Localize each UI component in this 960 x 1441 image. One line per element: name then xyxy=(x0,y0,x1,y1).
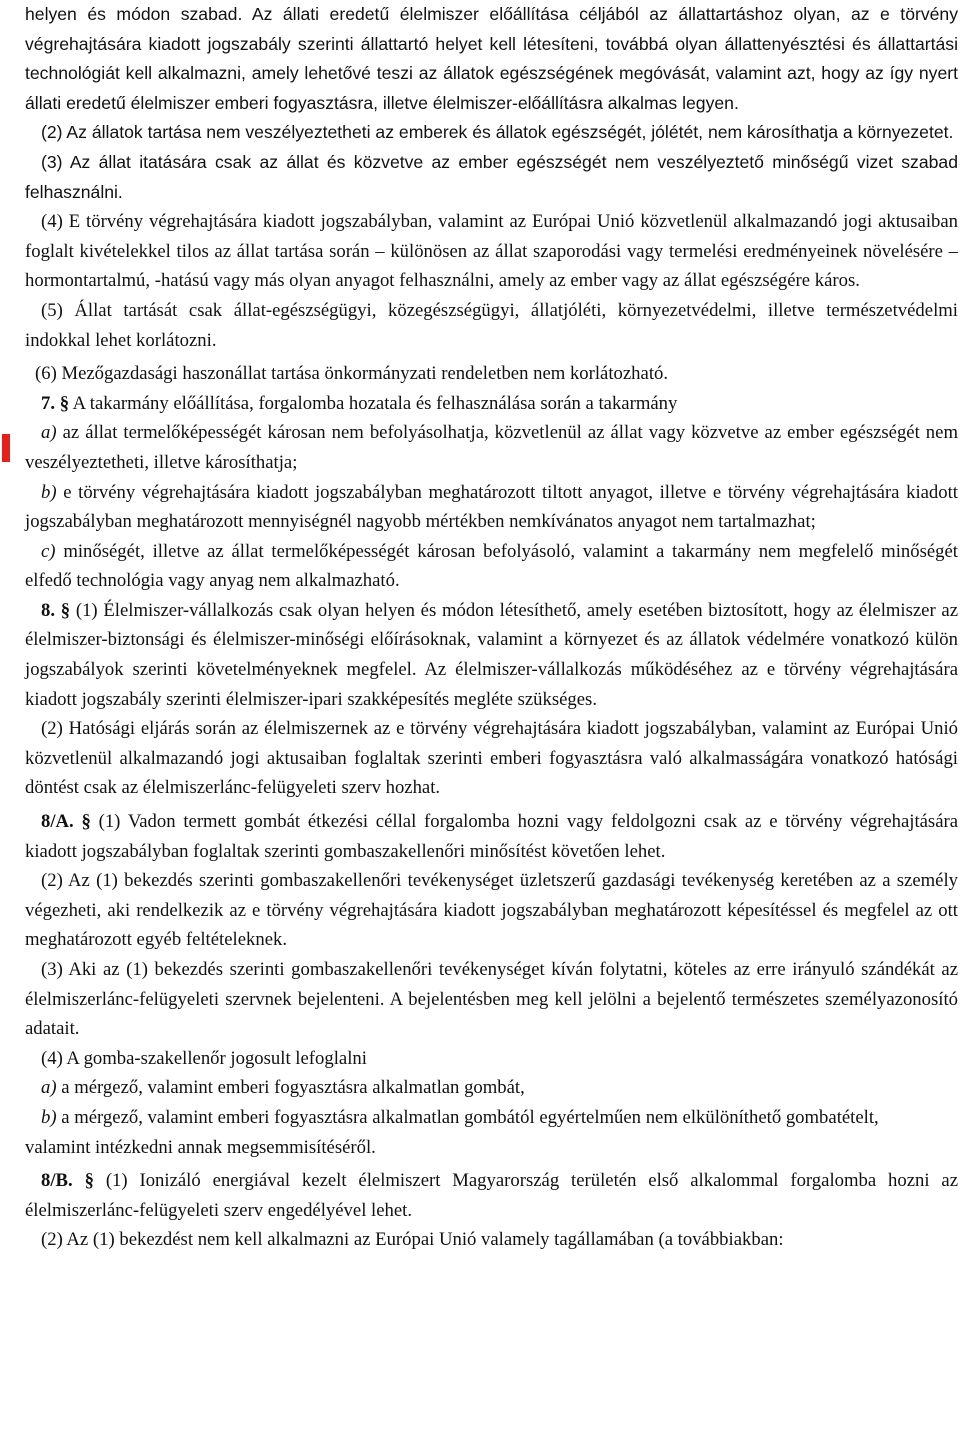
section-7-point-a xyxy=(25,418,958,477)
section-8-text: (1) Élelmiszer-vállalkozás csak olyan helyen és módon létesíthető, amely esetében biztosított, hogy az élelmiszer az élelmiszer-biztonsági és élelmiszer-minőségi előírásoknak, valamint a környezet és az állatok védelmére vonatkozó külön jogszabályok szerinti követelményeknek megfelel. Az élelmiszer-vállalkozás működéséhez az e törvény végrehajtására kiadott jogszabály szerinti élelmiszer-ipari szakképesítés megléte szükséges. xyxy=(25,599,959,710)
section-8a-mark: § xyxy=(81,811,91,833)
paragraph-continuation: helyen és módon szabad. Az állati eredetű élelmiszer előállítása céljából az állattartáshoz olyan, az e törvény végrehajtására kiadott jogszabály szerinti állattartó helyet kell létesíteni, továbbá olyan állattenyésztési és állattartási technológiát kell alkalmazni, amely lehetővé teszi az állatok egészségének megóvását, valamint azt, hogy az így nyert állati eredetű élelmiszer emberi fogyasztásra, illetve élelmiszer-előállításra alkalmas legyen. xyxy=(25,4,958,113)
section-7-number: 7. xyxy=(41,392,56,414)
section-8a-paragraph-4: (4) A gomba-szakellenőr jogosult lefoglalni xyxy=(41,1047,367,1069)
section-7-text: A takarmány előállítása, forgalomba hozatala és felhasználása során a takarmány xyxy=(72,392,678,414)
paragraph-6-5: (5) Állat tartását csak állat-egészségügyi, közegészségügyi, állatjóléti, környezetvédelmi, illetve természetvédelmi indokkal lehet korlátozni. xyxy=(25,299,958,351)
point-label: c) xyxy=(41,540,56,562)
section-8b-text: (1) Ionizáló energiával kezelt élelmiszert Magyarország területén első alkalommal forgalomba hozni az élelmiszerlánc-felügyeleti szerv engedélyével lehet. xyxy=(25,1170,959,1221)
section-7-mark: § xyxy=(59,392,70,414)
paragraph-6-2: (2) Az állatok tartása nem veszélyeztetheti az emberek és állatok egészségét, jólétét, nem károsíthatja a környezetet. xyxy=(41,122,954,143)
paragraph-6-4: (4) E törvény végrehajtására kiadott jogszabályban, valamint az Európai Unió közvetlenül alkalmazandó jogi aktusaiban foglalt kivételekkel tilos az állat tartása során – különösen az állat szaporodási vagy termelési eredményeinek növelésére – hormontartalmú, -hatású vagy más olyan anyagot felhasználni, amely az ember vagy az állat egészségére káros. xyxy=(25,211,958,292)
section-7 xyxy=(25,389,958,419)
paragraph-6-6: (6) Mezőgazdasági haszonállat tartása önkormányzati rendeletben nem korlátozható. xyxy=(35,363,669,385)
point-text: a mérgező, valamint emberi fogyasztásra alkalmatlan gombát, xyxy=(61,1077,525,1099)
section-8 xyxy=(25,596,958,714)
point-label: b) xyxy=(41,481,57,503)
change-marker xyxy=(2,434,10,462)
point-text: e törvény végrehajtására kiadott jogszabályban meghatározott tiltott anyagot, illetve e törvény végrehajtására kiadott jogszabályban meghatározott mennyiségnél nagyobb mértékben nemkívánatos anyagot nem tartalmazhat; xyxy=(25,481,959,533)
section-8a-text: (1) Vadon termett gombát étkezési céllal forgalomba hozni vagy feldolgozni csak az e törvény végrehajtására kiadott jogszabályban foglaltak szerinti gombaszakellenőri minősítést követően lehet. xyxy=(25,811,959,862)
section-8a-closing: valamint intézkedni annak megsemmisítéséről. xyxy=(25,1136,376,1158)
point-text: a mérgező, valamint emberi fogyasztásra alkalmatlan gombától egyértelműen nem elkülöníthető gombatételt, xyxy=(61,1106,879,1128)
section-8a-point-b xyxy=(25,1103,958,1133)
section-8b-number: 8/B. xyxy=(41,1170,73,1192)
section-8b-mark: § xyxy=(84,1170,94,1192)
section-8b-paragraph-2: (2) Az (1) bekezdést nem kell alkalmazni az Európai Unió valamely tagállamában (a továbbiakban: xyxy=(41,1229,784,1251)
point-text: az állat termelőképességét károsan nem befolyásolhatja, közvetlenül az állat vagy közvetve az ember egészségét nem veszélyeztetheti, illetve károsíthatja; xyxy=(25,422,958,473)
section-8b xyxy=(25,1166,958,1225)
section-8-mark: § xyxy=(60,599,71,621)
point-label: b) xyxy=(41,1106,57,1128)
section-8a-number: 8/A. xyxy=(41,811,74,833)
section-8a-paragraph-3: (3) Aki az (1) bekezdés szerinti gombaszakellenőri tevékenységet kíván folytatni, köteles az erre irányuló szándékát az élelmiszerlánc-felügyeleti szervnek bejelenteni. A bejelentésben meg kell jelölni a bejelentő természetes személyazonosító adatait. xyxy=(25,959,958,1040)
section-8-paragraph-2: (2) Hatósági eljárás során az élelmiszernek az e törvény végrehajtására kiadott jogszabályban, valamint az Európai Unió közvetlenül alkalmazandó jogi aktusaiban foglaltak szerinti emberi fogyasztásra való alkalmasságára vonatkozó hatósági döntést csak az élelmiszerlánc-felügyeleti szerv hozhat. xyxy=(25,718,958,799)
point-label: a) xyxy=(41,1077,57,1099)
section-8a-paragraph-2: (2) Az (1) bekezdés szerinti gombaszakellenőri tevékenységet üzletszerű gazdasági tevékenység keretében az a személy végezheti, aki rendelkezik az e törvény végrehajtására kiadott jogszabályban meghatározott képesítéssel és megfelel az ott meghatározott egyéb feltételeknek. xyxy=(25,870,958,951)
point-text: minőségét, illetve az állat termelőképességét károsan befolyásoló, valamint a takarmány nem megfelelő minőségét elfedő technológia vagy anyag nem alkalmazható. xyxy=(25,540,958,592)
section-8a-point-a xyxy=(25,1073,958,1103)
paragraph-6-3: (3) Az állat itatására csak az állat és közvetve az ember egészségét nem veszélyeztető minőségű vizet szabad felhasználni. xyxy=(25,151,958,202)
section-7-point-c xyxy=(25,537,958,596)
document-page xyxy=(25,0,958,1255)
point-label: a) xyxy=(41,422,57,444)
section-7-point-b xyxy=(25,478,958,537)
section-8-number: 8. xyxy=(41,599,56,621)
section-8a xyxy=(25,807,958,866)
